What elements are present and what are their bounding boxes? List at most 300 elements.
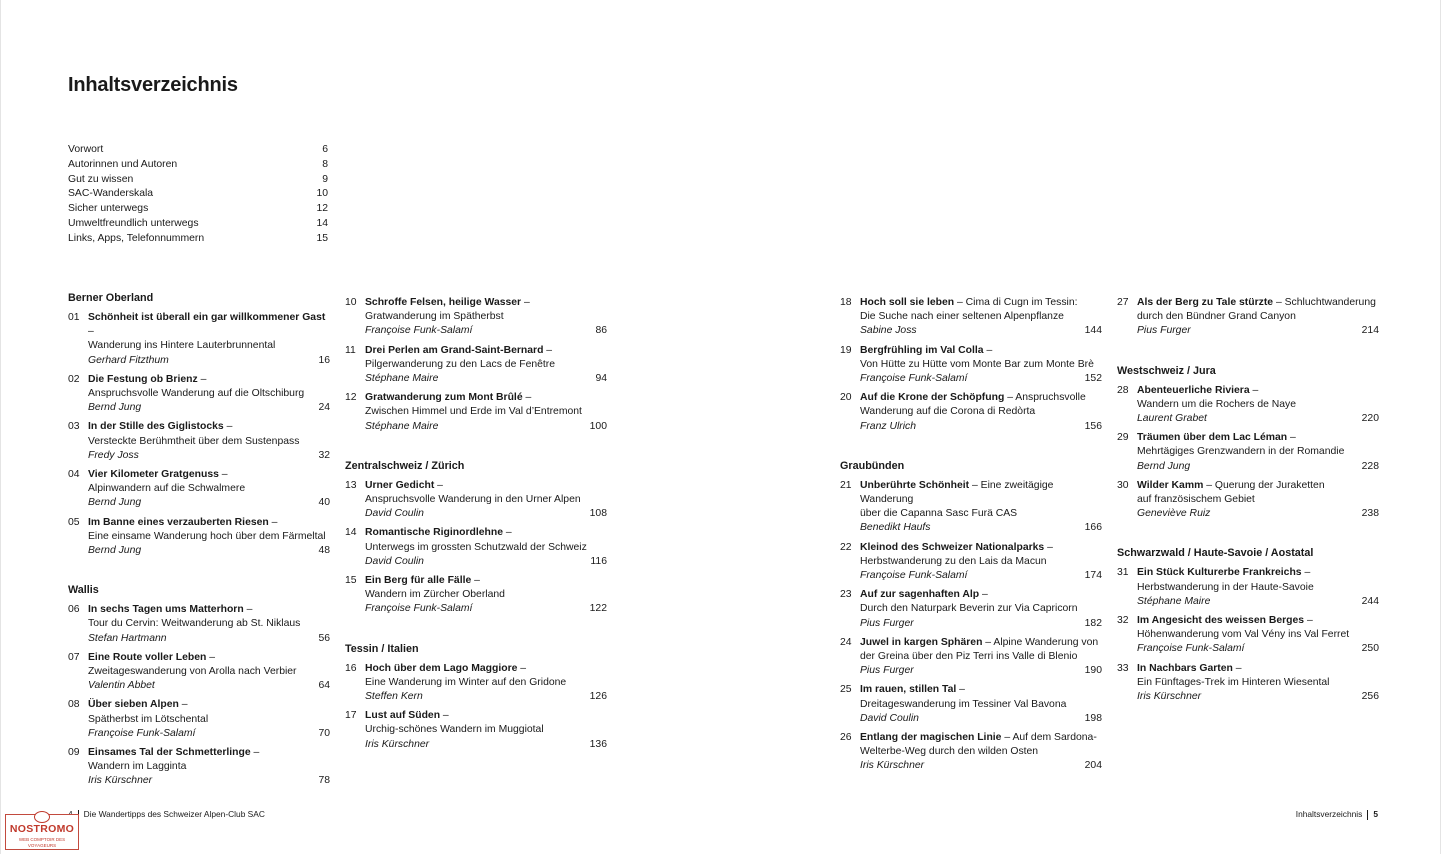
entry-page: 78 (318, 775, 330, 787)
entry-title: Kleinod des Schweizer Nationalparks (860, 541, 1045, 553)
section-spacer (68, 563, 330, 583)
entry-number: 18 (840, 297, 852, 308)
entry-body (1137, 479, 1379, 522)
entry-body (88, 603, 330, 646)
toc-entry (345, 296, 607, 339)
entry-number: 33 (1117, 662, 1129, 674)
entry-page: 190 (1084, 665, 1102, 677)
toc-entry (1117, 566, 1379, 609)
entry-description: Höhenwanderung vom Val Vény ins Val Ferret (1137, 629, 1350, 641)
toc-entry (840, 731, 1102, 774)
entry-page: 166 (1084, 522, 1102, 534)
section-heading: Graubünden (840, 459, 905, 472)
entry-first-line (365, 391, 607, 405)
toc-entry (840, 588, 1102, 631)
entry-dash: – (502, 527, 512, 539)
entry-page: 228 (1361, 460, 1379, 472)
entry-title: Im Angesicht des weissen Berges (1137, 615, 1305, 627)
entry-body (860, 588, 1102, 631)
entry-dash: – (1287, 432, 1296, 444)
entry-title: Urner Gedicht (365, 479, 435, 491)
entry-page: 136 (589, 738, 607, 750)
entry-page: 198 (1084, 712, 1102, 724)
entry-description: Gratwanderung im Spätherbst (365, 311, 504, 323)
entry-body (88, 420, 330, 463)
entry-first-line (1137, 296, 1379, 310)
entry-page: 108 (589, 508, 607, 520)
entry-author: Stéphane Maire (1137, 595, 1211, 607)
front-matter-label: Sicher unterwegs (68, 203, 149, 215)
entry-body (860, 344, 1102, 387)
entry-number: 03 (68, 421, 80, 433)
entry-body (365, 479, 607, 522)
entry-author-row (1137, 507, 1379, 521)
entry-author: Gerhard Fitzthum (88, 354, 169, 366)
entry-title: Im Banne eines verzauberten Riesen (88, 516, 269, 528)
entry-author: Fredy Joss (88, 449, 139, 461)
entry-page: 250 (1361, 643, 1379, 655)
toc-entry (1117, 614, 1379, 657)
entry-number: 06 (68, 604, 80, 616)
section-spacer (345, 439, 607, 459)
front-matter-label: Umweltfreundlich unterwegs (68, 217, 199, 229)
entry-page: 86 (595, 325, 607, 337)
entry-title: Ein Berg für alle Fälle (365, 575, 472, 587)
entry-number: 17 (345, 710, 357, 722)
entry-author-row (88, 401, 330, 415)
entry-author-row (1137, 595, 1379, 609)
toc-entry (840, 541, 1102, 584)
entry-subtitle: – Alpine Wanderung von (982, 636, 1099, 648)
entry-first-line (860, 344, 1102, 358)
toc-entry (840, 344, 1102, 387)
entry-title: Auf zur sagenhaften Alp (860, 589, 980, 601)
entry-dash: – (178, 699, 188, 711)
entry-first-line (88, 311, 330, 339)
entry-title: Gratwanderung zum Mont Brûlé (365, 392, 523, 404)
entry-description: Anspruchsvolle Wanderung in den Urner Alpen (365, 494, 581, 506)
entry-author: Pius Furger (860, 617, 914, 629)
front-matter-label: Autorinnen und Autoren (68, 158, 178, 170)
entry-description: Zweitageswanderung von Arolla nach Verbier (88, 666, 297, 678)
entry-number: 14 (345, 527, 357, 539)
entry-title: Bergfrühling im Val Colla (860, 344, 984, 356)
footer-right-text: Inhaltsverzeichnis (1295, 809, 1363, 819)
entry-subtitle: – Cima di Cugn im Tessin: (954, 297, 1078, 308)
toc-entry (1117, 296, 1379, 339)
entry-body (88, 746, 330, 789)
section-heading: Schwarzwald / Haute-Savoie / Aostatal (1117, 547, 1314, 560)
front-matter-page: 8 (322, 158, 328, 170)
entry-description: Welterbe-Weg durch den wilden Osten (860, 746, 1039, 758)
entry-dash: – (1301, 567, 1311, 579)
toc-entry (1117, 384, 1379, 427)
entry-number: 23 (840, 589, 852, 601)
entry-dash: – (543, 344, 553, 356)
entry-first-line (860, 636, 1102, 650)
entry-description: Unterwegs im grossten Schutzwald der Schweiz (365, 541, 587, 553)
entry-title: Hoch über dem Lago Maggiore (365, 662, 518, 674)
entry-first-line (860, 391, 1102, 405)
entry-page: 238 (1361, 508, 1379, 520)
entry-first-line (88, 746, 330, 760)
entry-dash: – (197, 373, 207, 385)
entry-description: Dreitageswanderung im Tessiner Val Bavona (860, 698, 1067, 710)
entry-dash: – (521, 297, 530, 308)
entry-description: Urchig-schönes Wandern im Muggiotal (365, 724, 544, 736)
entry-description: Ein Fünftages-Trek im Hinteren Wiesental (1137, 676, 1330, 688)
entry-first-line (860, 588, 1102, 602)
entry-author: Benedikt Haufs (860, 522, 931, 534)
entry-number: 24 (840, 636, 852, 648)
entry-number: 22 (840, 541, 852, 553)
entry-body (860, 296, 1102, 339)
section-heading: Westschweiz / Jura (1117, 364, 1216, 377)
entry-body (365, 526, 607, 569)
entry-author: Iris Kürschner (365, 738, 430, 750)
front-matter-label: Vorwort (68, 144, 104, 155)
entry-author: Geneviève Ruiz (1137, 508, 1211, 520)
entry-first-line (365, 526, 607, 540)
front-matter-page: 9 (322, 173, 328, 185)
front-matter-item (68, 217, 328, 232)
entry-author: David Coulin (365, 555, 424, 567)
entry-author: David Coulin (860, 712, 919, 724)
entry-title: Entlang der magischen Linie (860, 732, 1002, 744)
entry-title: Im rauen, stillen Tal (860, 684, 957, 696)
toc-entry (1117, 662, 1379, 705)
entry-number: 32 (1117, 615, 1129, 627)
entry-author: Stéphane Maire (365, 373, 439, 385)
entry-author-row (88, 774, 330, 788)
entry-author: Pius Furger (1137, 325, 1191, 337)
entry-author: Bernd Jung (88, 545, 142, 557)
entry-description: Wandern im Zürcher Oberland (365, 589, 505, 601)
entry-description: Eine einsame Wanderung hoch über dem Färmeltal (88, 530, 326, 542)
entry-author: Stefan Hartmann (88, 632, 167, 644)
entry-subtitle: – Eine zweitägige Wanderung (860, 479, 1054, 506)
entry-body (860, 683, 1102, 726)
entry-author: Iris Kürschner (88, 775, 153, 787)
section-spacer (1117, 344, 1379, 364)
entry-author-row (860, 617, 1102, 631)
entry-body (1137, 384, 1379, 427)
entry-description: Von Hütte zu Hütte vom Monte Bar zum Monte Brè (860, 358, 1094, 370)
section-heading: Tessin / Italien (345, 642, 419, 655)
entry-page: 116 (590, 555, 607, 567)
entry-number: 08 (68, 699, 80, 711)
entry-first-line (365, 662, 607, 676)
entry-author-row (365, 555, 607, 569)
entry-dash: – (1304, 615, 1313, 627)
entry-first-line (88, 698, 330, 712)
entry-title: Als der Berg zu Tale stürzte (1137, 297, 1274, 308)
entry-author: Stéphane Maire (365, 420, 439, 432)
entry-first-line (1137, 614, 1379, 628)
entry-first-line (88, 468, 330, 482)
entry-title: Vier Kilometer Gratgenuss (88, 469, 219, 481)
entry-number: 01 (68, 312, 80, 323)
entry-author-row (860, 569, 1102, 583)
toc-column-2 (345, 296, 607, 757)
entry-author: Bernd Jung (88, 497, 142, 509)
entry-body (88, 698, 330, 741)
entry-page: 40 (318, 497, 330, 509)
entry-first-line (1137, 566, 1379, 580)
toc-entry (68, 420, 330, 463)
entry-author-row (365, 324, 607, 338)
entry-page: 16 (318, 354, 330, 366)
entry-page: 244 (1361, 595, 1379, 607)
entry-page: 126 (589, 691, 607, 703)
entry-description: Wandern um die Rochers de Naye (1137, 398, 1297, 410)
entry-title: Auf die Krone der Schöpfung (860, 392, 1005, 404)
entry-title: Ein Stück Kulturerbe Frankreichs (1137, 567, 1302, 579)
entry-title: Abenteuerliche Riviera (1137, 384, 1250, 396)
entry-author-row (88, 544, 330, 558)
entry-description: über die Capanna Sasc Furä CAS (860, 508, 1018, 520)
toc-entry (840, 296, 1102, 339)
entry-first-line (860, 541, 1102, 555)
entry-page: 100 (589, 420, 607, 432)
entry-author-row (1137, 412, 1379, 426)
toc-entry (68, 311, 330, 368)
entry-author: Françoise Funk-Salamí (1137, 643, 1245, 655)
entry-description: Anspruchsvolle Wanderung auf die Oltschiburg (88, 388, 305, 400)
front-matter-page: 15 (316, 232, 328, 244)
entry-first-line (860, 296, 1102, 310)
entry-number: 21 (840, 479, 852, 491)
front-matter-item (68, 173, 328, 188)
entry-author: Pius Furger (860, 665, 914, 677)
front-matter-label: Gut zu wissen (68, 173, 134, 185)
entry-body (365, 391, 607, 434)
entry-number: 09 (68, 747, 80, 759)
entry-first-line (88, 651, 330, 665)
entry-author-row (88, 632, 330, 646)
entry-title: Drei Perlen am Grand-Saint-Bernard (365, 344, 544, 356)
entry-description: Mehrtägiges Grenzwandern in der Romandie (1137, 446, 1345, 458)
front-matter-item (68, 232, 328, 247)
front-matter-item (68, 143, 328, 158)
toc-entry (840, 479, 1102, 536)
toc-entry (345, 479, 607, 522)
entry-dash: – (517, 662, 527, 674)
entry-number: 10 (345, 297, 357, 308)
entry-number: 04 (68, 469, 80, 481)
entry-author-row (860, 420, 1102, 434)
entry-title: Hoch soll sie leben (860, 297, 955, 308)
toc-entry (345, 391, 607, 434)
entry-page: 220 (1361, 413, 1379, 425)
entry-author-row (365, 738, 607, 752)
entry-first-line (1137, 479, 1379, 493)
toc-entry (68, 651, 330, 694)
front-matter-item (68, 202, 328, 217)
entry-dash: – (956, 684, 965, 696)
entry-body (365, 662, 607, 705)
toc-entry (840, 636, 1102, 679)
entry-number: 31 (1117, 567, 1129, 579)
entry-number: 12 (345, 392, 357, 404)
entry-author: Bernd Jung (88, 402, 142, 414)
entry-body (1137, 431, 1379, 474)
entry-author: Françoise Funk-Salamí (365, 603, 473, 615)
page-title: Inhaltsverzeichnis (68, 74, 238, 96)
front-matter-page: 14 (316, 217, 328, 229)
entry-title: Über sieben Alpen (88, 699, 179, 711)
entry-first-line (1137, 384, 1379, 398)
entry-first-line (365, 296, 607, 310)
entry-body (365, 709, 607, 752)
logo-brand: NOSTROMO (9, 823, 75, 835)
footer-divider (1367, 810, 1368, 820)
entry-number: 05 (68, 516, 80, 528)
entry-number: 29 (1117, 432, 1129, 444)
toc-column-1 (68, 291, 330, 794)
entry-dash: – (979, 589, 988, 601)
entry-body (1137, 296, 1379, 339)
entry-body (365, 296, 607, 339)
entry-author-row (88, 449, 330, 463)
toc-entry (68, 468, 330, 511)
toc-column-3 (840, 296, 1102, 779)
entry-first-line (365, 479, 607, 493)
entry-number: 25 (840, 684, 852, 696)
entry-body (88, 468, 330, 511)
entry-description: Herbstwanderung in der Haute-Savoie (1137, 581, 1314, 593)
entry-dash: – (250, 747, 260, 759)
entry-title: Wilder Kamm (1137, 479, 1204, 491)
toc-entry (68, 603, 330, 646)
entry-dash: – (440, 710, 449, 722)
entry-description: Zwischen Himmel und Erde im Val d’Entremont (365, 406, 582, 418)
entry-first-line (1137, 662, 1379, 676)
entry-author-row (365, 507, 607, 521)
entry-description: durch den Bündner Grand Canyon (1137, 311, 1296, 323)
entry-number: 07 (68, 651, 80, 663)
entry-title: Schroffe Felsen, heilige Wasser (365, 297, 522, 308)
entry-first-line (860, 731, 1102, 745)
entry-title: Die Festung ob Brienz (88, 373, 198, 385)
front-matter-item (68, 158, 328, 173)
toc-entry (68, 746, 330, 789)
toc-entry (840, 683, 1102, 726)
toc-entry (840, 391, 1102, 434)
entry-author: Sabine Joss (860, 325, 917, 337)
section-heading: Wallis (68, 584, 99, 597)
entry-dash: – (218, 469, 228, 481)
entry-author-row (860, 324, 1102, 338)
entry-title: Eine Route voller Leben (88, 651, 207, 663)
entry-author-row (365, 420, 607, 434)
entry-page: 204 (1084, 760, 1102, 772)
entry-description: Pilgerwanderung zu den Lacs de Fenêtre (365, 358, 556, 370)
section-heading: Berner Oberland (68, 292, 154, 304)
entry-body (365, 574, 607, 617)
entry-dash: – (434, 479, 443, 491)
nostromo-logo (5, 814, 79, 850)
entry-author-row (88, 727, 330, 741)
front-matter-label: SAC-Wanderskala (68, 188, 154, 200)
entry-description: Wanderung ins Hintere Lauterbrunnental (88, 340, 276, 352)
entry-first-line (860, 683, 1102, 697)
entry-body (1137, 614, 1379, 657)
entry-author: Laurent Grabet (1137, 413, 1207, 425)
entry-title: In Nachbars Garten (1137, 662, 1233, 674)
section-spacer (1117, 526, 1379, 546)
entry-body (88, 373, 330, 416)
entry-page: 64 (318, 680, 330, 692)
entry-description: Eine Wanderung im Winter auf den Gridone (365, 676, 567, 688)
entry-author: Valentin Abbet (88, 680, 155, 692)
entry-title: Lust auf Süden (365, 710, 441, 722)
entry-number: 27 (1117, 297, 1129, 308)
entry-page: 48 (318, 545, 330, 557)
entry-number: 15 (345, 575, 357, 587)
front-matter-page: 12 (316, 203, 328, 215)
entry-body (860, 541, 1102, 584)
entry-description: der Greina über den Piz Terri ins Valle di Blenio (860, 651, 1078, 663)
front-matter-page: 10 (316, 188, 328, 200)
entry-page: 70 (318, 727, 330, 739)
entry-number: 02 (68, 373, 80, 385)
entry-number: 20 (840, 392, 852, 404)
entry-body (860, 479, 1102, 536)
entry-author: Françoise Funk-Salamí (88, 727, 196, 739)
entry-first-line (1137, 431, 1379, 445)
section-spacer (840, 439, 1102, 459)
entry-body (88, 516, 330, 559)
front-matter-list (68, 143, 328, 247)
entry-page: 144 (1084, 325, 1102, 337)
entry-number: 11 (345, 344, 356, 356)
toc-entry (68, 373, 330, 416)
entry-dash: – (243, 604, 253, 616)
entry-first-line (365, 574, 607, 588)
entry-page: 152 (1084, 373, 1102, 385)
entry-description: Wanderung auf die Corona di Redòrta (860, 406, 1036, 418)
front-matter-item (68, 187, 328, 202)
entry-author-row (1137, 642, 1379, 656)
entry-title: Romantische Riginordlehne (365, 527, 503, 539)
entry-author: Françoise Funk-Salamí (365, 325, 473, 337)
toc-column-4 (1117, 296, 1379, 709)
front-matter-label: Links, Apps, Telefonnummern (68, 232, 205, 244)
entry-author-row (365, 372, 607, 386)
entry-author-row (1137, 460, 1379, 474)
entry-dash: – (522, 392, 532, 404)
entry-subtitle: – Schluchtwanderung (1273, 297, 1376, 308)
entry-body (365, 344, 607, 387)
entry-first-line (860, 479, 1102, 507)
entry-body (88, 651, 330, 694)
entry-number: 30 (1117, 479, 1129, 491)
entry-description: Wandern im Lagginta (88, 761, 187, 773)
entry-title: Schönheit ist überall ein gar willkommener Gast (88, 312, 326, 323)
entry-first-line (88, 420, 330, 434)
entry-description: Spätherbst im Lötschental (88, 713, 209, 725)
entry-description: Tour du Cervin: Weitwanderung ab St. Niklaus (88, 618, 301, 630)
entry-author: Steffen Kern (365, 691, 423, 703)
entry-author-row (860, 759, 1102, 773)
entry-dash: – (223, 421, 233, 433)
front-matter-page: 6 (322, 144, 328, 155)
entry-page: 182 (1084, 617, 1102, 629)
page-edge-left (0, 0, 1, 854)
entry-page: 214 (1361, 325, 1379, 337)
entry-dash: – (206, 651, 216, 663)
